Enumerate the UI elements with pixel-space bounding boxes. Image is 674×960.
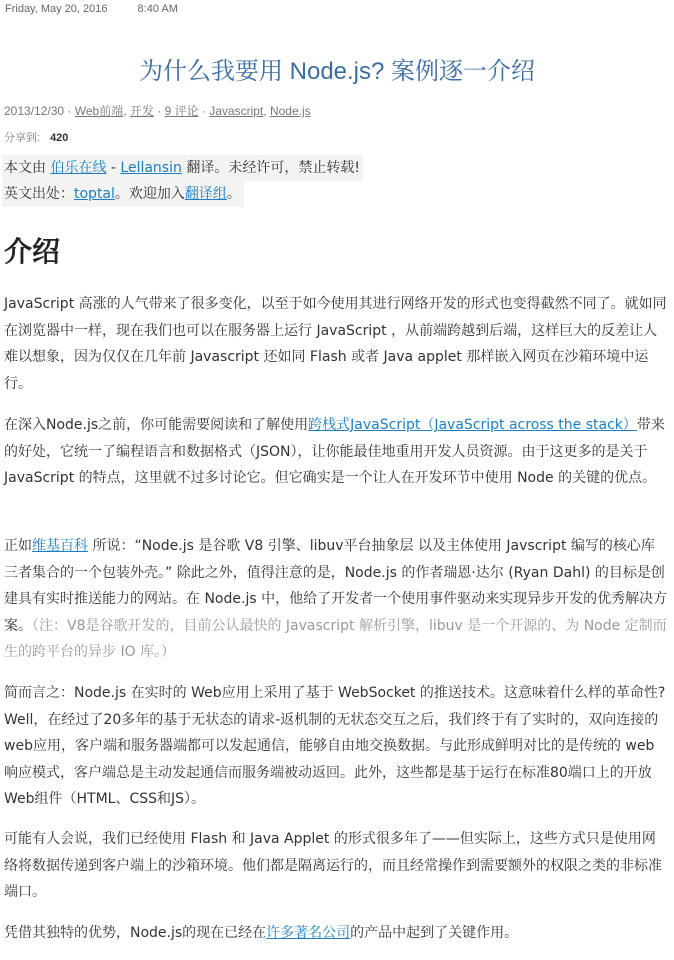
share-count: 420 (50, 132, 69, 144)
js-across-stack-link[interactable]: 跨栈式JavaScript（JavaScript across the stack） (308, 417, 637, 433)
paragraph-6: 凭借其独特的优势，Node.js的现在已经在许多著名公司的产品中起到了关键作用。 (4, 925, 519, 941)
wikipedia-link[interactable]: 维基百科 (32, 538, 88, 554)
translator-note: （注：V8是谷歌开发的，目前公认最快的 Javascript 解析引擎，libuv 是一个开源的、为 Node 定制而生的跨平台的异步 IO 库。） (4, 617, 667, 660)
category-link-dev[interactable]: 开发 (129, 104, 154, 118)
article-meta: 2013/12/30 · Web前端, 开发 · 9 评论 · Javascript, Node.js (4, 104, 311, 118)
timestamp-bar (5, 2, 178, 16)
share-label: 分享到: (4, 132, 41, 144)
source-link[interactable]: toptal (74, 186, 115, 202)
paragraph-5: 可能有人会说，我们已经使用 Flash 和 Java Applet 的形式很多年了——但实际上，这些方式只是使用网络将数据传递到客户端上的沙箱环境。他们都是隔离运行的，而且经常操作到需要额外的权限之类的非标准端口。 (4, 831, 662, 900)
time-label: 8:40 AM (137, 3, 178, 15)
join-translation-link[interactable]: 翻译组 (184, 186, 227, 202)
category-link-web-frontend[interactable]: Web前端 (74, 104, 124, 118)
date-label: Friday, May 20, 2016 (5, 3, 108, 15)
article-title: 为什么我要用 Node.js? 案例逐一介绍 (138, 58, 536, 85)
notice-line-source: 英文出处：toptal。欢迎加入翻译组。 (2, 181, 244, 207)
paragraph-1: JavaScript 高涨的人气带来了很多变化，以至于如今使用其进行网络开发的形式也变得截然不同了。就如同在浏览器中一样，现在我们也可以在服务器上运行 JavaScript ，从前端跨越到后端，这样巨大的反差让人难以想象，因为仅仅在几年前 Javascript 还如同 Flash 或者 Java applet 那样嵌入网页在沙箱环境中运行。 (4, 296, 667, 392)
translation-notice (2, 155, 363, 207)
section-heading: 介绍 (4, 235, 61, 268)
share-bar (4, 131, 68, 145)
jobbole-link[interactable]: 伯乐在线 (50, 160, 107, 176)
comments-link[interactable]: 9 评论 (164, 104, 199, 118)
notice-line-translator: 本文由 伯乐在线 - Lellansin 翻译。未经许可，禁止转载! (2, 155, 363, 181)
publish-date: 2013/12/30 (4, 104, 65, 118)
paragraph-4: 简而言之：Node.js 在实时的 Web应用上采用了基于 WebSocket 的推送技术。这意味着什么样的革命性? Well，在经过了20多年的基于无状态的请求-返机制的无状态交互之后，我们终于有了实时的，双向连接的web应用，客户端和服务器端都可以发起通信，能够自由地交换数据。与此形成鲜明对比的是传统的 web响应模式，客户端总是主动发起通信而服务端被动返回。此外，这些都是基于运行在标准80端口上的开放Web组件（HTML、CSS和JS）。 (4, 685, 666, 807)
paragraph-3: 正如维基百科 所说：“Node.js 是谷歌 V8 引擎、libuv平台抽象层 以及主体使用 Javscript 编写的核心库三者集合的一个包装外壳。” 除此之外，值得注意的是，Node.js 的作者瑞恩·达尔 (Ryan Dahl) 的目标是创建具有实时推送能力的网站。在 Node.js 中，他给了开发者一个使用事件驱动来实现异步开发的优秀解决方案。（注：V8是谷歌开发的，目前公认最快的 Javascript 解析引擎，libuv 是一个开源的、为 Node 定制而生的跨平台的异步 IO 库。） (4, 538, 668, 660)
translator-link[interactable]: Lellansin (120, 160, 182, 176)
tag-link-javascript[interactable]: Javascript (209, 104, 264, 118)
famous-companies-link[interactable]: 许多著名公司 (266, 925, 351, 941)
paragraph-2: 在深入Node.js之前，你可能需要阅读和了解使用跨栈式JavaScript（JavaScript across the stack）带来的好处，它统一了编程语言和数据格式（JSON），让你能最佳地重用开发人员资源。由于这更多的是关于 JavaScript 的特点，这里就不过多讨论它。但它确实是一个让人在开发环节中使用 Node 的关键的优点。 (4, 417, 665, 486)
tag-link-nodejs[interactable]: Node.js (269, 104, 311, 118)
